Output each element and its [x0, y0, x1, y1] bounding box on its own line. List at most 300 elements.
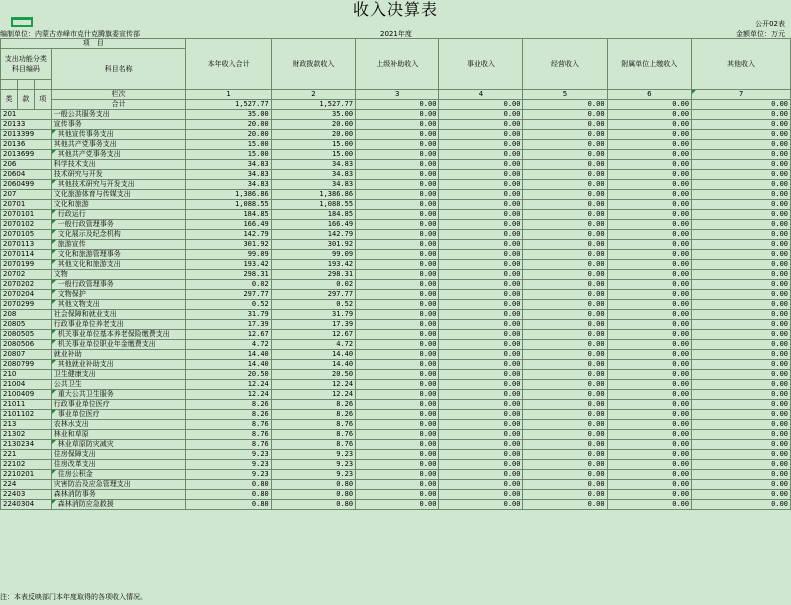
header-business-income[interactable]: 事业收入	[439, 39, 523, 90]
row-value-cell[interactable]: 0.00	[523, 490, 607, 500]
row-value-cell[interactable]: 1,088.55	[271, 200, 355, 210]
row-value-cell[interactable]: 0.00	[607, 230, 692, 240]
row-value-cell[interactable]: 0.00	[607, 450, 692, 460]
row-subject-name[interactable]: 其他共产党事务支出	[51, 150, 186, 160]
row-value-cell[interactable]: 0.00	[439, 200, 523, 210]
row-value-cell[interactable]: 142.79	[271, 230, 355, 240]
row-value-cell[interactable]: 0.52	[271, 300, 355, 310]
row-value-cell[interactable]: 193.42	[271, 260, 355, 270]
row-code[interactable]: 224	[1, 480, 52, 490]
row-value-cell[interactable]: 0.00	[607, 460, 692, 470]
row-value-cell[interactable]: 20.00	[186, 130, 271, 140]
row-value-cell[interactable]: 17.39	[186, 320, 271, 330]
row-value-cell[interactable]: 0.00	[692, 220, 791, 230]
row-value-cell[interactable]: 298.31	[271, 270, 355, 280]
row-value-cell[interactable]: 0.00	[692, 240, 791, 250]
row-code[interactable]: 208	[1, 310, 52, 320]
table-row[interactable]	[1, 300, 791, 310]
header-other-income[interactable]: 其他收入	[692, 39, 791, 90]
row-value-cell[interactable]: 0.00	[356, 450, 439, 460]
row-subject-name[interactable]: 其他技术研究与开发支出	[51, 180, 186, 190]
row-code[interactable]: 20805	[1, 320, 52, 330]
row-value-cell[interactable]: 0.00	[607, 130, 692, 140]
table-row[interactable]	[1, 180, 791, 190]
row-subject-name[interactable]: 文物	[51, 270, 186, 280]
row-value-cell[interactable]: 0.00	[356, 420, 439, 430]
row-code[interactable]: 2013399	[1, 130, 52, 140]
row-value-cell[interactable]: 0.00	[523, 360, 607, 370]
row-value-cell[interactable]: 0.00	[439, 380, 523, 390]
row-value-cell[interactable]: 0.00	[607, 440, 692, 450]
row-value-cell[interactable]: 0.00	[356, 160, 439, 170]
row-value-cell[interactable]: 193.42	[186, 260, 271, 270]
row-value-cell[interactable]: 20.00	[186, 120, 271, 130]
row-value-cell[interactable]: 0.00	[356, 400, 439, 410]
row-value-cell[interactable]: 0.00	[356, 170, 439, 180]
row-value-cell[interactable]: 0.00	[523, 110, 607, 120]
row-code[interactable]: 221	[1, 450, 52, 460]
row-value-cell[interactable]: 0.00	[523, 400, 607, 410]
row-value-cell[interactable]: 166.49	[271, 220, 355, 230]
row-value-cell[interactable]: 0.00	[523, 210, 607, 220]
row-value-cell[interactable]: 0.00	[523, 160, 607, 170]
row-subject-name[interactable]: 森林消防应急救援	[51, 500, 186, 510]
row-code[interactable]: 2080505	[1, 330, 52, 340]
row-value-cell[interactable]: 0.00	[692, 500, 791, 510]
row-value-cell[interactable]: 14.40	[186, 360, 271, 370]
table-row[interactable]	[1, 280, 791, 290]
row-value-cell[interactable]: 0.00	[523, 180, 607, 190]
row-subject-name[interactable]: 社会保障和就业支出	[51, 310, 186, 320]
row-value-cell[interactable]: 0.00	[439, 300, 523, 310]
table-row[interactable]	[1, 270, 791, 280]
row-value-cell[interactable]: 0.00	[439, 370, 523, 380]
row-value-cell[interactable]: 8.76	[186, 440, 271, 450]
total-cell[interactable]: 1,527.77	[271, 100, 355, 110]
row-value-cell[interactable]: 0.00	[356, 190, 439, 200]
row-code[interactable]: 20807	[1, 350, 52, 360]
row-subject-name[interactable]: 农林水支出	[51, 420, 186, 430]
row-value-cell[interactable]: 0.00	[607, 300, 692, 310]
row-value-cell[interactable]: 0.00	[692, 200, 791, 210]
row-subject-name[interactable]: 文化旅游体育与传媒支出	[51, 190, 186, 200]
row-code[interactable]: 2101102	[1, 410, 52, 420]
row-subject-name[interactable]: 行政事业单位医疗	[51, 400, 186, 410]
table-row[interactable]	[1, 400, 791, 410]
table-row[interactable]	[1, 480, 791, 490]
row-value-cell[interactable]: 0.00	[607, 280, 692, 290]
row-value-cell[interactable]: 297.77	[271, 290, 355, 300]
row-value-cell[interactable]: 12.24	[271, 390, 355, 400]
row-value-cell[interactable]: 0.00	[439, 250, 523, 260]
row-value-cell[interactable]: 0.00	[607, 350, 692, 360]
row-value-cell[interactable]: 0.00	[692, 390, 791, 400]
header-subject-name[interactable]: 科目名称	[51, 49, 186, 90]
row-value-cell[interactable]: 0.80	[186, 480, 271, 490]
row-value-cell[interactable]: 12.67	[186, 330, 271, 340]
row-value-cell[interactable]: 0.00	[692, 120, 791, 130]
row-value-cell[interactable]: 0.00	[356, 390, 439, 400]
table-row[interactable]	[1, 230, 791, 240]
row-value-cell[interactable]: 9.23	[186, 460, 271, 470]
row-value-cell[interactable]: 0.00	[439, 240, 523, 250]
row-value-cell[interactable]: 0.00	[356, 290, 439, 300]
row-code[interactable]: 213	[1, 420, 52, 430]
row-value-cell[interactable]: 0.00	[356, 500, 439, 510]
row-code[interactable]: 2070202	[1, 280, 52, 290]
row-subject-name[interactable]: 其他就业补助支出	[51, 360, 186, 370]
row-value-cell[interactable]: 0.00	[356, 250, 439, 260]
row-value-cell[interactable]: 0.00	[607, 250, 692, 260]
row-value-cell[interactable]: 8.76	[271, 420, 355, 430]
row-value-cell[interactable]: 0.00	[692, 250, 791, 260]
row-value-cell[interactable]: 0.00	[523, 300, 607, 310]
row-value-cell[interactable]: 0.00	[692, 370, 791, 380]
row-subject-name[interactable]: 重大公共卫生服务	[51, 390, 186, 400]
row-value-cell[interactable]: 0.00	[692, 350, 791, 360]
row-code[interactable]: 2013699	[1, 150, 52, 160]
row-value-cell[interactable]: 184.85	[186, 210, 271, 220]
row-code[interactable]: 207	[1, 190, 52, 200]
row-value-cell[interactable]: 0.00	[523, 410, 607, 420]
row-value-cell[interactable]: 0.00	[607, 360, 692, 370]
row-value-cell[interactable]: 0.02	[271, 280, 355, 290]
row-code[interactable]: 2210201	[1, 470, 52, 480]
row-subject-name[interactable]: 公共卫生	[51, 380, 186, 390]
row-value-cell[interactable]: 0.00	[692, 260, 791, 270]
row-value-cell[interactable]: 0.00	[356, 140, 439, 150]
row-subject-name[interactable]: 宣传事务	[51, 120, 186, 130]
table-row[interactable]	[1, 200, 791, 210]
table-row[interactable]	[1, 110, 791, 120]
row-value-cell[interactable]: 0.00	[607, 400, 692, 410]
row-value-cell[interactable]: 0.00	[356, 480, 439, 490]
row-value-cell[interactable]: 9.23	[186, 470, 271, 480]
row-value-cell[interactable]: 0.00	[439, 290, 523, 300]
row-value-cell[interactable]: 31.79	[271, 310, 355, 320]
row-value-cell[interactable]: 0.00	[523, 350, 607, 360]
row-value-cell[interactable]: 297.77	[186, 290, 271, 300]
row-value-cell[interactable]: 0.02	[186, 280, 271, 290]
row-value-cell[interactable]: 0.00	[607, 330, 692, 340]
table-row[interactable]	[1, 290, 791, 300]
row-value-cell[interactable]: 0.00	[607, 260, 692, 270]
row-value-cell[interactable]: 0.00	[607, 500, 692, 510]
row-value-cell[interactable]: 0.00	[523, 460, 607, 470]
header-superior-subsidy[interactable]: 上级补助收入	[356, 39, 439, 90]
row-value-cell[interactable]: 0.00	[523, 470, 607, 480]
row-subject-name[interactable]: 机关事业单位基本养老保险缴费支出	[51, 330, 186, 340]
row-value-cell[interactable]: 0.00	[692, 290, 791, 300]
row-code[interactable]: 2070299	[1, 300, 52, 310]
row-value-cell[interactable]: 0.00	[692, 190, 791, 200]
row-value-cell[interactable]: 20.50	[186, 370, 271, 380]
header-fiscal-alloc[interactable]: 财政拨款收入	[271, 39, 355, 90]
row-value-cell[interactable]: 0.00	[523, 200, 607, 210]
row-value-cell[interactable]: 0.00	[692, 280, 791, 290]
row-value-cell[interactable]: 0.00	[439, 330, 523, 340]
row-value-cell[interactable]: 0.00	[523, 320, 607, 330]
row-value-cell[interactable]: 0.00	[356, 380, 439, 390]
row-value-cell[interactable]: 14.40	[271, 350, 355, 360]
table-row[interactable]	[1, 130, 791, 140]
row-value-cell[interactable]: 0.00	[607, 200, 692, 210]
header-xiang[interactable]: 项	[34, 90, 51, 110]
row-value-cell[interactable]: 0.00	[607, 490, 692, 500]
table-row[interactable]	[1, 220, 791, 230]
row-value-cell[interactable]: 0.00	[439, 410, 523, 420]
row-value-cell[interactable]: 0.00	[607, 290, 692, 300]
row-value-cell[interactable]: 34.83	[271, 170, 355, 180]
row-value-cell[interactable]: 31.79	[186, 310, 271, 320]
row-value-cell[interactable]: 0.00	[356, 300, 439, 310]
table-row[interactable]	[1, 330, 791, 340]
row-value-cell[interactable]: 0.00	[439, 280, 523, 290]
table-row[interactable]	[1, 430, 791, 440]
row-value-cell[interactable]: 0.00	[356, 470, 439, 480]
row-code[interactable]: 2070105	[1, 230, 52, 240]
table-row[interactable]	[1, 140, 791, 150]
header-col-num[interactable]: 3	[356, 90, 439, 100]
row-value-cell[interactable]: 0.00	[692, 150, 791, 160]
row-code[interactable]: 206	[1, 160, 52, 170]
row-value-cell[interactable]: 20.00	[271, 130, 355, 140]
row-subject-name[interactable]: 一般公共服务支出	[51, 110, 186, 120]
row-value-cell[interactable]: 9.23	[271, 450, 355, 460]
row-value-cell[interactable]: 1,088.55	[186, 200, 271, 210]
row-subject-name[interactable]: 其他共产党事务支出	[51, 140, 186, 150]
table-row[interactable]	[1, 170, 791, 180]
row-value-cell[interactable]: 0.00	[692, 410, 791, 420]
row-value-cell[interactable]: 0.00	[692, 300, 791, 310]
row-value-cell[interactable]: 0.00	[607, 380, 692, 390]
row-value-cell[interactable]: 0.00	[523, 380, 607, 390]
total-cell[interactable]: 1,527.77	[186, 100, 271, 110]
row-value-cell[interactable]: 0.00	[607, 320, 692, 330]
row-value-cell[interactable]: 0.00	[439, 460, 523, 470]
row-value-cell[interactable]: 0.00	[356, 310, 439, 320]
row-value-cell[interactable]: 0.00	[356, 200, 439, 210]
total-cell[interactable]: 0.00	[523, 100, 607, 110]
row-value-cell[interactable]: 0.00	[439, 220, 523, 230]
row-value-cell[interactable]: 99.09	[186, 250, 271, 260]
row-subject-name[interactable]: 行政事业单位养老支出	[51, 320, 186, 330]
table-row[interactable]	[1, 120, 791, 130]
row-value-cell[interactable]: 0.00	[692, 400, 791, 410]
total-cell[interactable]: 0.00	[439, 100, 523, 110]
row-value-cell[interactable]: 0.00	[439, 150, 523, 160]
row-value-cell[interactable]: 0.80	[271, 480, 355, 490]
row-value-cell[interactable]: 12.24	[186, 380, 271, 390]
row-code[interactable]: 2080506	[1, 340, 52, 350]
row-value-cell[interactable]: 0.00	[523, 370, 607, 380]
row-value-cell[interactable]: 0.00	[692, 470, 791, 480]
row-value-cell[interactable]: 1,386.86	[186, 190, 271, 200]
row-value-cell[interactable]: 0.00	[523, 260, 607, 270]
row-value-cell[interactable]: 0.00	[356, 350, 439, 360]
row-value-cell[interactable]: 0.00	[439, 110, 523, 120]
row-value-cell[interactable]: 0.00	[523, 130, 607, 140]
row-value-cell[interactable]: 35.00	[186, 110, 271, 120]
row-value-cell[interactable]: 0.00	[356, 430, 439, 440]
row-value-cell[interactable]: 0.00	[439, 440, 523, 450]
row-value-cell[interactable]: 0.00	[356, 220, 439, 230]
row-value-cell[interactable]: 20.50	[271, 370, 355, 380]
table-row[interactable]	[1, 500, 791, 510]
row-value-cell[interactable]: 0.00	[439, 390, 523, 400]
row-value-cell[interactable]: 0.00	[692, 450, 791, 460]
row-subject-name[interactable]: 灾害防治及应急管理支出	[51, 480, 186, 490]
row-value-cell[interactable]: 0.00	[692, 380, 791, 390]
row-value-cell[interactable]: 9.23	[271, 460, 355, 470]
row-value-cell[interactable]: 0.00	[439, 400, 523, 410]
row-value-cell[interactable]: 0.00	[692, 110, 791, 120]
row-value-cell[interactable]: 0.80	[186, 500, 271, 510]
row-value-cell[interactable]: 0.00	[607, 420, 692, 430]
row-value-cell[interactable]: 0.00	[439, 310, 523, 320]
row-value-cell[interactable]: 0.00	[356, 150, 439, 160]
row-value-cell[interactable]: 0.00	[607, 480, 692, 490]
header-kuan[interactable]: 款	[17, 90, 34, 110]
row-subject-name[interactable]: 文化和旅游管理事务	[51, 250, 186, 260]
row-value-cell[interactable]: 0.00	[356, 180, 439, 190]
table-row[interactable]	[1, 370, 791, 380]
row-code[interactable]: 2130234	[1, 440, 52, 450]
row-value-cell[interactable]: 0.00	[607, 370, 692, 380]
table-row[interactable]	[1, 190, 791, 200]
row-value-cell[interactable]: 0.00	[523, 430, 607, 440]
row-code[interactable]: 2080799	[1, 360, 52, 370]
row-value-cell[interactable]: 34.83	[186, 180, 271, 190]
row-value-cell[interactable]: 0.00	[439, 360, 523, 370]
row-value-cell[interactable]: 0.00	[607, 240, 692, 250]
row-subject-name[interactable]: 行政运行	[51, 210, 186, 220]
row-subject-name[interactable]: 文化展示及纪念机构	[51, 230, 186, 240]
row-value-cell[interactable]: 0.00	[439, 230, 523, 240]
row-value-cell[interactable]: 0.00	[607, 220, 692, 230]
row-code[interactable]: 22403	[1, 490, 52, 500]
row-value-cell[interactable]: 0.00	[356, 110, 439, 120]
table-row[interactable]	[1, 210, 791, 220]
row-value-cell[interactable]: 1,386.86	[271, 190, 355, 200]
row-value-cell[interactable]: 0.00	[439, 140, 523, 150]
row-value-cell[interactable]: 15.00	[271, 140, 355, 150]
table-row[interactable]	[1, 470, 791, 480]
row-value-cell[interactable]: 0.00	[692, 180, 791, 190]
row-value-cell[interactable]: 0.00	[439, 160, 523, 170]
row-code[interactable]: 2070199	[1, 260, 52, 270]
row-code[interactable]: 2070113	[1, 240, 52, 250]
row-value-cell[interactable]: 0.80	[186, 490, 271, 500]
row-value-cell[interactable]: 0.00	[439, 430, 523, 440]
row-value-cell[interactable]: 0.00	[439, 180, 523, 190]
total-cell[interactable]: 0.00	[692, 100, 791, 110]
row-value-cell[interactable]: 0.00	[607, 340, 692, 350]
header-blank-c[interactable]	[34, 80, 51, 90]
row-value-cell[interactable]: 0.00	[607, 150, 692, 160]
row-value-cell[interactable]: 0.00	[356, 280, 439, 290]
row-value-cell[interactable]: 14.40	[186, 350, 271, 360]
row-subject-name[interactable]: 住房公积金	[51, 470, 186, 480]
row-value-cell[interactable]: 9.23	[271, 470, 355, 480]
row-value-cell[interactable]: 0.00	[523, 170, 607, 180]
row-value-cell[interactable]: 0.00	[692, 490, 791, 500]
row-code[interactable]: 210	[1, 370, 52, 380]
row-value-cell[interactable]: 34.83	[186, 170, 271, 180]
row-code[interactable]: 21011	[1, 400, 52, 410]
row-value-cell[interactable]: 0.00	[439, 320, 523, 330]
row-value-cell[interactable]: 0.00	[439, 210, 523, 220]
row-value-cell[interactable]: 0.00	[356, 320, 439, 330]
row-value-cell[interactable]: 166.49	[186, 220, 271, 230]
row-value-cell[interactable]: 0.00	[692, 460, 791, 470]
row-value-cell[interactable]: 0.00	[607, 180, 692, 190]
row-value-cell[interactable]: 0.00	[356, 230, 439, 240]
row-value-cell[interactable]: 0.00	[523, 280, 607, 290]
header-blank-b[interactable]	[17, 80, 34, 90]
total-row-label[interactable]: 合计	[51, 100, 186, 110]
row-value-cell[interactable]: 0.00	[523, 480, 607, 490]
row-value-cell[interactable]: 0.00	[607, 170, 692, 180]
row-value-cell[interactable]: 0.00	[439, 340, 523, 350]
row-value-cell[interactable]: 0.00	[356, 120, 439, 130]
row-value-cell[interactable]: 0.00	[692, 330, 791, 340]
row-value-cell[interactable]: 301.92	[271, 240, 355, 250]
table-row[interactable]	[1, 380, 791, 390]
row-value-cell[interactable]: 34.83	[271, 160, 355, 170]
row-value-cell[interactable]: 8.76	[186, 430, 271, 440]
row-value-cell[interactable]: 0.00	[523, 190, 607, 200]
row-value-cell[interactable]: 0.00	[607, 390, 692, 400]
header-col-num[interactable]: 2	[271, 90, 355, 100]
row-value-cell[interactable]: 8.26	[271, 410, 355, 420]
table-row[interactable]	[1, 340, 791, 350]
row-code[interactable]: 20133	[1, 120, 52, 130]
row-value-cell[interactable]: 0.00	[692, 420, 791, 430]
row-value-cell[interactable]: 0.00	[356, 440, 439, 450]
row-value-cell[interactable]: 0.00	[692, 140, 791, 150]
row-value-cell[interactable]: 0.00	[607, 140, 692, 150]
row-subject-name[interactable]: 森林消防事务	[51, 490, 186, 500]
row-value-cell[interactable]: 0.00	[439, 470, 523, 480]
row-value-cell[interactable]: 0.00	[523, 220, 607, 230]
row-value-cell[interactable]: 34.83	[271, 180, 355, 190]
table-row[interactable]	[1, 390, 791, 400]
row-subject-name[interactable]: 一般行政管理事务	[51, 220, 186, 230]
row-value-cell[interactable]: 0.00	[692, 480, 791, 490]
row-value-cell[interactable]: 0.00	[523, 330, 607, 340]
row-value-cell[interactable]: 0.00	[523, 270, 607, 280]
header-operating-income[interactable]: 经营收入	[523, 39, 607, 90]
row-code[interactable]: 2070101	[1, 210, 52, 220]
row-value-cell[interactable]: 0.00	[523, 140, 607, 150]
row-value-cell[interactable]: 0.00	[692, 210, 791, 220]
row-value-cell[interactable]: 0.00	[356, 410, 439, 420]
row-value-cell[interactable]: 0.00	[523, 230, 607, 240]
row-value-cell[interactable]: 8.26	[186, 410, 271, 420]
row-value-cell[interactable]: 0.00	[523, 120, 607, 130]
row-subject-name[interactable]: 就业补助	[51, 350, 186, 360]
table-row[interactable]	[1, 420, 791, 430]
table-row[interactable]	[1, 310, 791, 320]
row-value-cell[interactable]: 0.00	[607, 160, 692, 170]
row-subject-name[interactable]: 其他宣传事务支出	[51, 130, 186, 140]
row-value-cell[interactable]: 0.00	[692, 340, 791, 350]
row-subject-name[interactable]: 卫生健康支出	[51, 370, 186, 380]
row-code[interactable]: 2070114	[1, 250, 52, 260]
row-value-cell[interactable]: 0.00	[523, 500, 607, 510]
row-value-cell[interactable]: 0.80	[271, 490, 355, 500]
